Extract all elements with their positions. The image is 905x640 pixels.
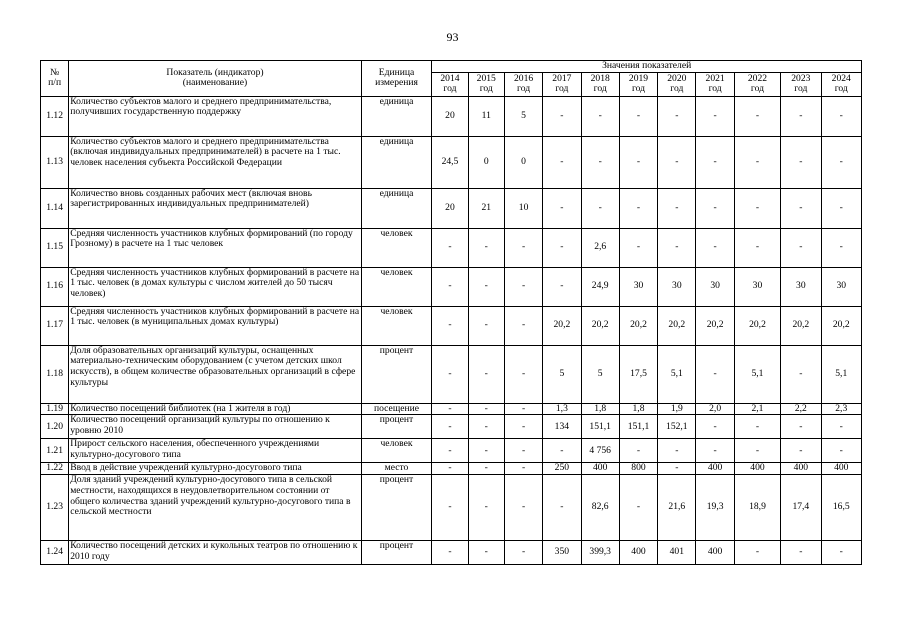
indicator-value: - <box>821 188 861 228</box>
row-number: 1.23 <box>41 475 69 541</box>
indicator-name: Средняя численность участников клубных формирований (по городу Грозному) в расчете на 1 тыс человек <box>69 228 361 267</box>
indicator-value: 400 <box>696 463 734 475</box>
row-number: 1.24 <box>41 541 69 565</box>
indicator-value: 400 <box>821 463 861 475</box>
indicator-value: - <box>696 96 734 136</box>
indicator-value: - <box>432 306 468 345</box>
indicator-value: - <box>504 228 542 267</box>
indicator-value: - <box>619 475 657 541</box>
indicator-value: - <box>658 96 696 136</box>
indicator-value: - <box>781 96 821 136</box>
table-row <box>41 96 862 136</box>
table-row <box>41 415 862 439</box>
indicator-value: 800 <box>619 463 657 475</box>
indicator-value: - <box>734 136 780 188</box>
indicator-value: - <box>468 463 504 475</box>
indicator-value: - <box>734 96 780 136</box>
indicator-value: - <box>821 96 861 136</box>
indicator-value: 400 <box>619 541 657 565</box>
indicator-value: 2,2 <box>781 403 821 415</box>
table-row <box>41 475 862 541</box>
indicator-value: 17,5 <box>619 345 657 403</box>
indicator-value: 134 <box>543 415 581 439</box>
indicator-value: - <box>696 228 734 267</box>
indicator-value: - <box>581 188 619 228</box>
indicator-value: 20 <box>432 96 468 136</box>
indicator-value: - <box>781 415 821 439</box>
unit-of-measure: посещение <box>361 403 432 415</box>
header-values-group: Значения показателей <box>432 61 862 73</box>
indicator-value: - <box>734 415 780 439</box>
indicator-value: - <box>432 439 468 463</box>
indicator-name: Количество вновь созданных рабочих мест (включая вновь зарегистрированных индивидуальных предпринимателей) <box>69 188 361 228</box>
indicator-value: - <box>468 228 504 267</box>
indicator-name: Доля образовательных организаций культуры, оснащенных материально-техническим оборудованием (с учетом детских школ искусств), в общем количестве образовательных организаций в сфере культуры <box>69 345 361 403</box>
indicator-value: - <box>619 188 657 228</box>
unit-of-measure: человек <box>361 228 432 267</box>
indicator-name: Количество посещений организаций культуры по отношению к уровню 2010 <box>69 415 361 439</box>
indicator-value: 20,2 <box>619 306 657 345</box>
indicator-value: - <box>658 463 696 475</box>
indicator-value: - <box>468 306 504 345</box>
indicator-value: - <box>821 136 861 188</box>
indicators-table <box>40 60 862 565</box>
indicator-value: 17,4 <box>781 475 821 541</box>
indicator-value: - <box>781 136 821 188</box>
table-row <box>41 136 862 188</box>
indicator-value: - <box>781 345 821 403</box>
indicator-value: - <box>468 415 504 439</box>
header-year: 2023 год <box>781 72 821 96</box>
indicator-value: 20,2 <box>543 306 581 345</box>
indicator-value: 0 <box>468 136 504 188</box>
indicator-value: - <box>504 403 542 415</box>
indicator-value: 2,6 <box>581 228 619 267</box>
indicator-value: 30 <box>734 267 780 306</box>
indicator-value: - <box>734 188 780 228</box>
indicator-value: - <box>504 306 542 345</box>
indicator-value: - <box>432 475 468 541</box>
indicator-value: 20,2 <box>781 306 821 345</box>
table-header <box>41 61 862 97</box>
unit-of-measure: процент <box>361 475 432 541</box>
indicator-value: 5 <box>581 345 619 403</box>
indicator-name: Количество субъектов малого и среднего предпринимательства (включая индивидуальных предпринимателей) в расчете на 1 тыс. человек населения субъекта Российской Федерации <box>69 136 361 188</box>
indicator-name: Прирост сельского населения, обеспеченного учреждениями культурно-досугового типа <box>69 439 361 463</box>
indicator-value: - <box>781 228 821 267</box>
indicator-value: 5,1 <box>658 345 696 403</box>
indicator-value: - <box>734 439 780 463</box>
indicator-value: 10 <box>504 188 542 228</box>
unit-of-measure: место <box>361 463 432 475</box>
indicator-value: - <box>432 228 468 267</box>
indicator-value: - <box>658 228 696 267</box>
indicator-value: - <box>581 96 619 136</box>
indicator-value: 400 <box>734 463 780 475</box>
row-number: 1.13 <box>41 136 69 188</box>
indicator-value: 20,2 <box>821 306 861 345</box>
header-year: 2022 год <box>734 72 780 96</box>
indicator-value: - <box>543 136 581 188</box>
indicator-value: 350 <box>543 541 581 565</box>
row-number: 1.20 <box>41 415 69 439</box>
indicator-value: 401 <box>658 541 696 565</box>
indicator-value: - <box>543 439 581 463</box>
indicator-value: - <box>504 345 542 403</box>
indicator-value: 5,1 <box>821 345 861 403</box>
indicator-value: - <box>543 267 581 306</box>
indicator-value: - <box>734 541 780 565</box>
indicator-value: - <box>734 228 780 267</box>
indicator-value: - <box>468 267 504 306</box>
indicator-value: 250 <box>543 463 581 475</box>
indicator-value: - <box>581 136 619 188</box>
header-unit: Единица измерения <box>361 61 432 97</box>
indicator-value: - <box>658 439 696 463</box>
indicator-value: - <box>543 475 581 541</box>
indicator-value: 30 <box>821 267 861 306</box>
unit-of-measure: процент <box>361 415 432 439</box>
header-indicator: Показатель (индикатор) (наименование) <box>69 61 361 97</box>
header-year: 2018 год <box>581 72 619 96</box>
indicator-value: 11 <box>468 96 504 136</box>
indicator-value: - <box>696 415 734 439</box>
row-number: 1.22 <box>41 463 69 475</box>
indicator-value: - <box>821 228 861 267</box>
header-number: № п/п <box>41 61 69 97</box>
table-row <box>41 403 862 415</box>
unit-of-measure: человек <box>361 439 432 463</box>
indicator-value: 400 <box>781 463 821 475</box>
indicator-value: 151,1 <box>581 415 619 439</box>
indicator-value: 16,5 <box>821 475 861 541</box>
header-year: 2020 год <box>658 72 696 96</box>
indicator-value: - <box>781 439 821 463</box>
unit-of-measure: единица <box>361 96 432 136</box>
indicator-value: - <box>619 439 657 463</box>
unit-of-measure: процент <box>361 541 432 565</box>
indicator-value: - <box>696 136 734 188</box>
indicator-name: Доля зданий учреждений культурно-досугового типа в сельской местности, находящихся в неудовлетворительном состоянии от общего количества зданий учреждений культурно-досугового типа в сельской местности <box>69 475 361 541</box>
indicator-value: 30 <box>619 267 657 306</box>
indicator-value: - <box>468 439 504 463</box>
indicator-value: - <box>432 345 468 403</box>
indicator-value: 20,2 <box>734 306 780 345</box>
table-row <box>41 267 862 306</box>
row-number: 1.18 <box>41 345 69 403</box>
indicator-value: 20,2 <box>696 306 734 345</box>
row-number: 1.17 <box>41 306 69 345</box>
indicator-value: - <box>821 541 861 565</box>
indicator-value: 82,6 <box>581 475 619 541</box>
indicator-name: Количество субъектов малого и среднего предпринимательства, получивших государственную поддержку <box>69 96 361 136</box>
indicator-value: 5,1 <box>734 345 780 403</box>
indicator-value: 2,0 <box>696 403 734 415</box>
indicator-name: Количество посещений детских и кукольных театров по отношению к 2010 году <box>69 541 361 565</box>
indicator-value: - <box>504 415 542 439</box>
indicator-value: 19,3 <box>696 475 734 541</box>
unit-of-measure: единица <box>361 136 432 188</box>
indicator-value: - <box>543 96 581 136</box>
unit-of-measure: процент <box>361 345 432 403</box>
indicator-value: 30 <box>781 267 821 306</box>
indicator-value: - <box>658 188 696 228</box>
table-body <box>41 96 862 564</box>
indicator-value: 400 <box>696 541 734 565</box>
indicator-value: 5 <box>543 345 581 403</box>
indicator-value: 20,2 <box>581 306 619 345</box>
indicator-value: - <box>658 136 696 188</box>
table-row <box>41 345 862 403</box>
indicator-value: 1,8 <box>619 403 657 415</box>
table-row <box>41 188 862 228</box>
row-number: 1.21 <box>41 439 69 463</box>
indicator-value: - <box>432 415 468 439</box>
indicator-value: - <box>781 188 821 228</box>
row-number: 1.14 <box>41 188 69 228</box>
header-year: 2017 год <box>543 72 581 96</box>
indicator-value: - <box>504 463 542 475</box>
table-row <box>41 463 862 475</box>
indicator-value: - <box>781 541 821 565</box>
indicator-value: - <box>432 541 468 565</box>
indicator-value: - <box>432 463 468 475</box>
indicator-value: 4 756 <box>581 439 619 463</box>
indicator-value: - <box>468 345 504 403</box>
indicator-value: - <box>432 267 468 306</box>
indicator-value: 5 <box>504 96 542 136</box>
indicator-value: 21,6 <box>658 475 696 541</box>
indicator-value: 1,9 <box>658 403 696 415</box>
indicator-value: - <box>619 228 657 267</box>
header-year: 2016 год <box>504 72 542 96</box>
unit-of-measure: человек <box>361 306 432 345</box>
indicator-name: Количество посещений библиотек (на 1 жителя в год) <box>69 403 361 415</box>
indicator-value: - <box>619 136 657 188</box>
indicator-value: 1,8 <box>581 403 619 415</box>
table-row <box>41 541 862 565</box>
indicator-value: - <box>468 541 504 565</box>
indicator-value: 20 <box>432 188 468 228</box>
table-row <box>41 306 862 345</box>
header-year: 2024 год <box>821 72 861 96</box>
header-year: 2019 год <box>619 72 657 96</box>
indicator-value: - <box>432 403 468 415</box>
unit-of-measure: единица <box>361 188 432 228</box>
row-number: 1.19 <box>41 403 69 415</box>
indicator-value: 152,1 <box>658 415 696 439</box>
indicator-value: - <box>468 475 504 541</box>
indicator-value: 18,9 <box>734 475 780 541</box>
table-row <box>41 439 862 463</box>
indicator-value: 24,5 <box>432 136 468 188</box>
indicator-value: - <box>504 541 542 565</box>
indicator-value: - <box>543 188 581 228</box>
row-number: 1.12 <box>41 96 69 136</box>
indicator-name: Средняя численность участников клубных формирований в расчете на 1 тыс. человек (в домах культуры с числом жителей до 50 тысяч человек) <box>69 267 361 306</box>
indicator-value: 21 <box>468 188 504 228</box>
indicator-value: 30 <box>658 267 696 306</box>
indicator-name: Средняя численность участников клубных формирований в расчете на 1 тыс. человек (в муниципальных домах культуры) <box>69 306 361 345</box>
row-number: 1.15 <box>41 228 69 267</box>
indicator-value: - <box>821 439 861 463</box>
indicator-value: - <box>696 188 734 228</box>
indicator-value: - <box>696 439 734 463</box>
indicator-value: 151,1 <box>619 415 657 439</box>
unit-of-measure: человек <box>361 267 432 306</box>
indicator-value: - <box>543 228 581 267</box>
page-number: 93 <box>446 30 459 44</box>
indicator-value: - <box>619 96 657 136</box>
indicator-value: 24,9 <box>581 267 619 306</box>
indicator-value: 400 <box>581 463 619 475</box>
indicator-value: 30 <box>696 267 734 306</box>
indicator-value: 1,3 <box>543 403 581 415</box>
indicator-value: - <box>504 267 542 306</box>
header-year: 2021 год <box>696 72 734 96</box>
indicator-value: - <box>468 403 504 415</box>
indicator-value: - <box>504 475 542 541</box>
row-number: 1.16 <box>41 267 69 306</box>
header-year: 2014 год <box>432 72 468 96</box>
indicator-value: - <box>821 415 861 439</box>
indicator-value: 0 <box>504 136 542 188</box>
indicator-value: - <box>504 439 542 463</box>
indicator-name: Ввод в действие учреждений культурно-досугового типа <box>69 463 361 475</box>
table-row <box>41 228 862 267</box>
indicator-value: 20,2 <box>658 306 696 345</box>
indicator-value: - <box>696 345 734 403</box>
indicator-value: 399,3 <box>581 541 619 565</box>
indicator-value: 2,1 <box>734 403 780 415</box>
indicator-value: 2,3 <box>821 403 861 415</box>
header-year: 2015 год <box>468 72 504 96</box>
